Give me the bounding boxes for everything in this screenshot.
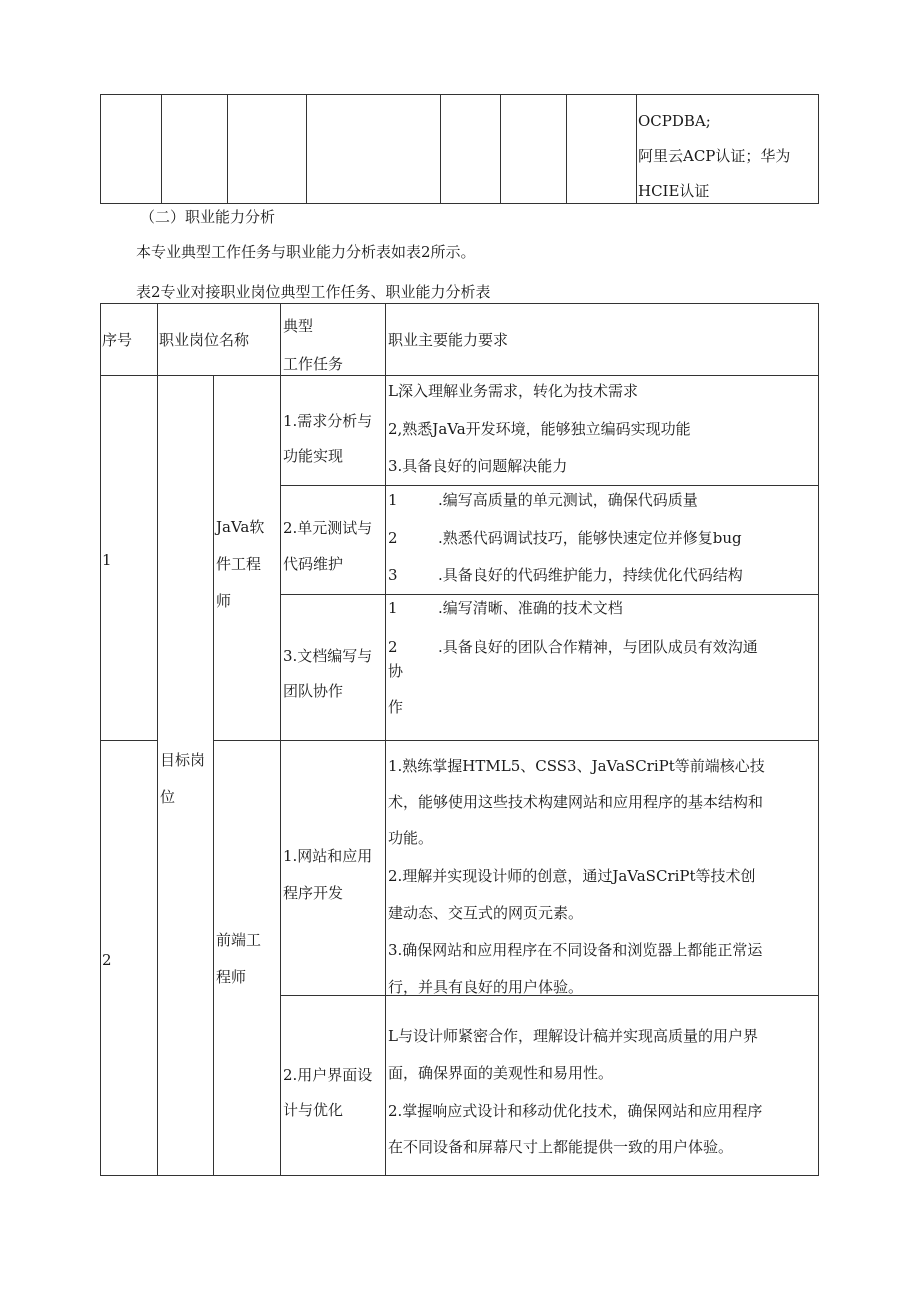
ability-text: 术，能够使用这些技术构建网站和应用程序的基本结构和 — [388, 793, 764, 811]
ability-text: .编写清晰、准确的技术文档 — [438, 599, 623, 617]
position-name: 程师 — [216, 968, 247, 986]
ability-text: 建动态、交互式的网页元素。 — [388, 904, 584, 922]
position-name: 师 — [216, 592, 232, 610]
header-task: 典型 — [283, 317, 314, 335]
cert-line: HCIE认证 — [638, 182, 710, 200]
ability-text: 2.掌握响应式设计和移动优化技术，确保网站和应用程序 — [388, 1102, 763, 1120]
ability-number: 1 — [388, 491, 398, 509]
ability-text: L深入理解业务需求，转化为技术需求 — [388, 382, 638, 400]
task-name: 2.用户界面设 — [283, 1066, 373, 1084]
task-name: 计与优化 — [283, 1101, 344, 1119]
header-position: 职业岗位名称 — [159, 331, 250, 349]
ability-text: L与设计师紧密合作，理解设计稿并实现高质量的用户界 — [388, 1027, 758, 1045]
task-name: 功能实现 — [283, 447, 344, 465]
ability-number: 2 — [388, 529, 398, 547]
row-seq: 1 — [102, 551, 112, 569]
ability-text: 行，并具有良好的用户体验。 — [388, 978, 584, 996]
ability-text: .熟悉代码调试技巧，能够快速定位并修复bug — [438, 529, 742, 547]
task-name: 团队协作 — [283, 682, 344, 700]
ability-number: 2 — [388, 638, 398, 656]
ability-number: 3 — [388, 566, 398, 584]
section-heading: （二）职业能力分析 — [140, 208, 276, 226]
ability-text: .具备良好的代码维护能力，持续优化代码结构 — [438, 566, 743, 584]
ability-text: .编写高质量的单元测试，确保代码质量 — [438, 491, 698, 509]
ability-text: 功能。 — [388, 829, 434, 847]
ability-text: 在不同设备和屏幕尺寸上都能提供一致的用户体验。 — [388, 1138, 734, 1156]
ability-text: 作 — [388, 698, 404, 716]
task-name: 2.单元测试与 — [283, 519, 373, 537]
task-name: 1.需求分析与 — [283, 412, 373, 430]
cert-line: OCPDBA; — [638, 112, 711, 130]
ability-text: 3.具备良好的问题解决能力 — [388, 457, 568, 475]
task-name: 代码维护 — [283, 555, 344, 573]
header-seq: 序号 — [102, 331, 133, 349]
ability-text: 1.熟练掌握HTML5、CSS3、JaVaSCriPt等前端核心技 — [388, 757, 765, 775]
group-label: 目标岗 — [160, 751, 206, 769]
position-name: JaVa软 — [216, 518, 265, 536]
ability-text: 协 — [388, 662, 404, 680]
ability-text: .具备良好的团队合作精神，与团队成员有效沟通 — [438, 638, 758, 656]
header-ability: 职业主要能力要求 — [388, 331, 509, 349]
cert-line: 阿里云ACP认证；华为 — [638, 147, 791, 165]
ability-text: 2.理解并实现设计师的创意，通过JaVaSCriPt等技术创 — [388, 867, 756, 885]
header-task: 工作任务 — [283, 355, 344, 373]
position-name: 前端工 — [216, 931, 262, 949]
section-intro: 本专业典型工作任务与职业能力分析表如表2所示。 — [136, 243, 476, 261]
row-seq: 2 — [102, 951, 112, 969]
table-caption: 表2专业对接职业岗位典型工作任务、职业能力分析表 — [136, 283, 491, 301]
ability-text: 3.确保网站和应用程序在不同设备和浏览器上都能正常运 — [388, 941, 763, 959]
ability-text: 2,熟悉JaVa开发环境，能够独立编码实现功能 — [388, 420, 691, 438]
ability-text: 面，确保界面的美观性和易用性。 — [388, 1064, 614, 1082]
task-name: 3.文档编写与 — [283, 647, 373, 665]
ability-number: 1 — [388, 599, 398, 617]
group-label: 位 — [160, 788, 176, 806]
task-name: 1.网站和应用 — [283, 847, 373, 865]
task-name: 程序开发 — [283, 884, 344, 902]
position-name: 件工程 — [216, 555, 262, 573]
